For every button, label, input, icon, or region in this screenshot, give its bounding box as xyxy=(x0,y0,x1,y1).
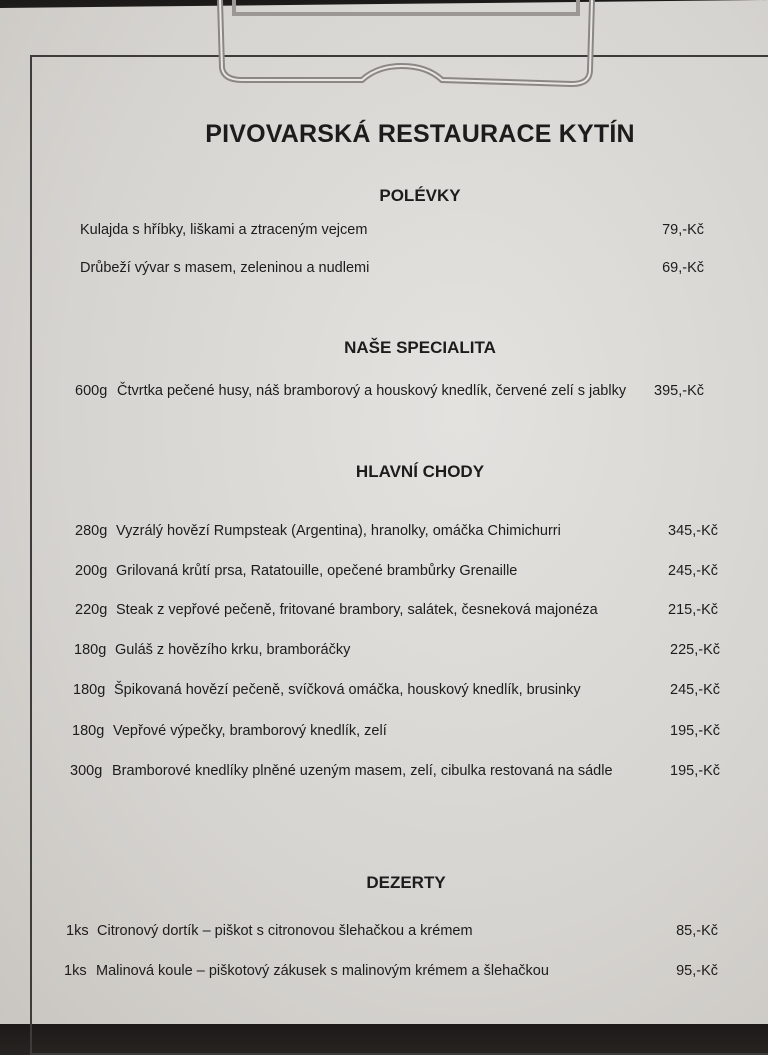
item-price: 95,-Kč xyxy=(676,963,718,979)
item-weight: 180g xyxy=(72,723,105,739)
section-heading-soups: POLÉVKY xyxy=(379,186,461,205)
menu-item xyxy=(0,563,768,583)
item-name: Drůbeží vývar s masem, zeleninou a nudlemi xyxy=(80,260,370,276)
item-price: 245,-Kč xyxy=(670,682,720,698)
menu-item xyxy=(0,682,768,702)
section-heading-specialty: NAŠE SPECIALITA xyxy=(344,338,496,357)
item-price: 395,-Kč xyxy=(654,383,704,399)
menu-item xyxy=(0,222,768,242)
item-weight: 300g xyxy=(70,763,103,779)
item-name: Vepřové výpečky, bramborový knedlík, zelí xyxy=(113,723,387,739)
section-heading-desserts: DEZERTY xyxy=(366,873,446,892)
item-name: Bramborové knedlíky plněné uzeným masem, zelí, cibulka restovaná na sádle xyxy=(112,763,613,779)
item-name: Kulajda s hříbky, liškami a ztraceným vejcem xyxy=(80,222,368,238)
item-weight: 1ks xyxy=(64,963,87,979)
item-price: 345,-Kč xyxy=(668,523,718,539)
item-name: Steak z vepřové pečeně, fritované brambory, salátek, česneková majonéza xyxy=(116,602,598,618)
item-price: 69,-Kč xyxy=(662,260,704,276)
menu-item xyxy=(0,383,768,403)
menu-item xyxy=(0,723,768,743)
item-name: Guláš z hovězího krku, bramboráčky xyxy=(115,642,351,658)
item-weight: 1ks xyxy=(66,923,89,939)
item-price: 225,-Kč xyxy=(670,642,720,658)
item-price: 85,-Kč xyxy=(676,923,718,939)
item-weight: 600g xyxy=(75,383,108,399)
item-price: 195,-Kč xyxy=(670,763,720,779)
item-weight: 280g xyxy=(75,523,108,539)
section-heading-main-courses: HLAVNÍ CHODY xyxy=(355,462,485,481)
menu-item xyxy=(0,963,768,983)
restaurant-title: PIVOVARSKÁ RESTAURACE KYTÍN xyxy=(205,120,635,148)
menu-item xyxy=(0,923,768,943)
item-name: Špikovaná hovězí pečeně, svíčková omáčka, houskový knedlík, brusinky xyxy=(114,682,581,698)
clipboard-clip-icon xyxy=(212,0,598,96)
item-name: Citronový dortík – piškot s citronovou šlehačkou a krémem xyxy=(97,923,473,939)
menu-item xyxy=(0,260,768,280)
menu-item xyxy=(0,642,768,662)
item-price: 79,-Kč xyxy=(662,222,704,238)
menu-item xyxy=(0,763,768,783)
item-weight: 220g xyxy=(75,602,108,618)
item-name: Grilovaná krůtí prsa, Ratatouille, opečené brambůrky Grenaille xyxy=(116,563,518,579)
menu-item xyxy=(0,602,768,622)
item-name: Vyzrálý hovězí Rumpsteak (Argentina), hranolky, omáčka Chimichurri xyxy=(116,523,561,539)
item-name: Malinová koule – piškotový zákusek s malinovým krémem a šlehačkou xyxy=(96,963,549,979)
item-weight: 180g xyxy=(74,642,107,658)
item-weight: 200g xyxy=(75,563,108,579)
item-weight: 180g xyxy=(73,682,106,698)
item-name: Čtvrtka pečené husy, náš bramborový a houskový knedlík, červené zelí s jablky xyxy=(117,383,627,399)
menu-item xyxy=(0,523,768,543)
item-price: 215,-Kč xyxy=(668,602,718,618)
item-price: 195,-Kč xyxy=(670,723,720,739)
item-price: 245,-Kč xyxy=(668,563,718,579)
